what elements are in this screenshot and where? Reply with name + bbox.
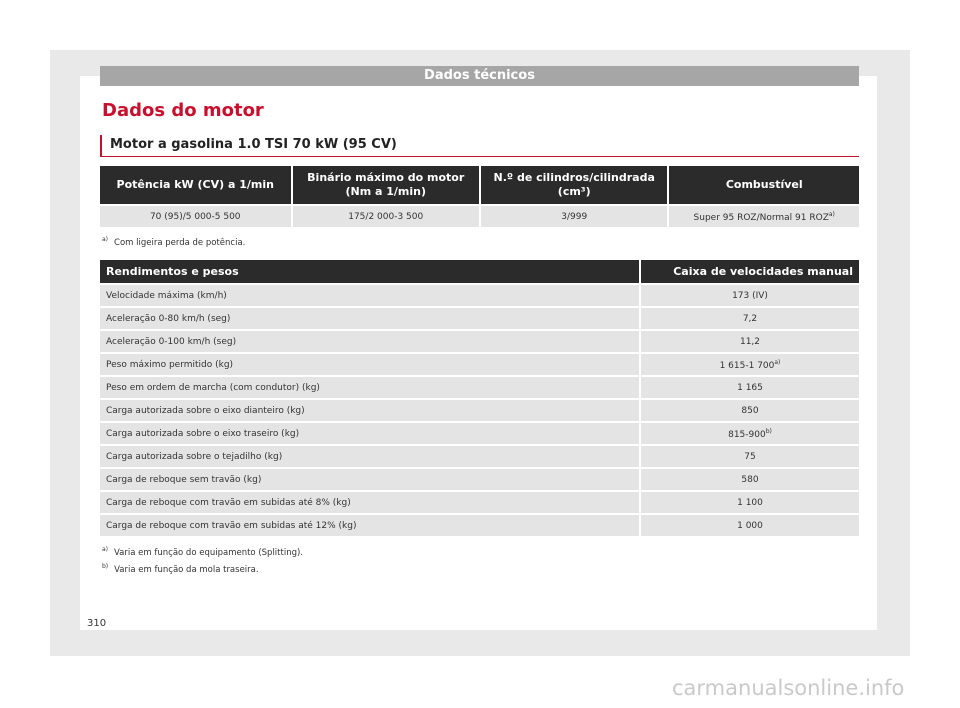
performance-table [98, 258, 861, 538]
row-value-text: 1 165 [737, 382, 763, 393]
table-row [100, 515, 859, 536]
performance-footnote-b [102, 563, 259, 575]
row-label: Carga autorizada sobre o tejadilho (kg) [100, 446, 639, 467]
row-value [641, 469, 859, 490]
table-row [100, 446, 859, 467]
footnote-ref: b) [765, 427, 772, 435]
row-label: Carga de reboque com travão em subidas até 8% (kg) [100, 492, 639, 513]
table-row [100, 469, 859, 490]
row-value-text: 75 [744, 451, 756, 462]
row-label: Aceleração 0-100 km/h (seg) [100, 331, 639, 352]
row-value-text: 1 000 [737, 520, 763, 531]
watermark: carmanualsonline.info [672, 676, 905, 700]
section-header: Dados técnicos [100, 66, 859, 86]
row-label: Velocidade máxima (km/h) [100, 285, 639, 306]
row-value [641, 377, 859, 398]
engine-table [98, 164, 861, 229]
table-row [100, 308, 859, 329]
cell-cylinders: 3/999 [481, 206, 667, 227]
row-label: Carga autorizada sobre o eixo dianteiro (kg) [100, 400, 639, 421]
page-title: Dados do motor [102, 100, 264, 121]
footnote-text: Varia em função do equipamento (Splitting). [114, 547, 303, 558]
table-row [100, 423, 859, 444]
row-value [641, 492, 859, 513]
col-header-fuel: Combustível [669, 166, 859, 204]
col-header-gearbox: Caixa de velocidades manual [641, 260, 859, 283]
row-value [641, 515, 859, 536]
subtitle-box [100, 135, 859, 157]
cell-fuel-value: Super 95 ROZ/Normal 91 ROZ [693, 212, 829, 223]
footnote-mark: b) [102, 563, 109, 570]
footnote-mark: a) [102, 236, 109, 243]
row-label: Carga autorizada sobre o eixo traseiro (kg) [100, 423, 639, 444]
cell-torque: 175/2 000-3 500 [293, 206, 479, 227]
engine-subtitle: Motor a gasolina 1.0 TSI 70 kW (95 CV) [110, 137, 397, 152]
row-label: Aceleração 0-80 km/h (seg) [100, 308, 639, 329]
performance-table-header [100, 260, 859, 283]
row-value [641, 285, 859, 306]
cell-fuel [669, 206, 859, 227]
table-row [100, 400, 859, 421]
engine-footnote [102, 236, 245, 248]
row-label: Carga de reboque sem travão (kg) [100, 469, 639, 490]
row-value-text: 815-900 [728, 429, 766, 440]
table-row [100, 492, 859, 513]
footnote-mark: a) [102, 546, 109, 553]
table-row [100, 331, 859, 352]
row-value [641, 400, 859, 421]
table-row [100, 285, 859, 306]
row-label: Carga de reboque com travão em subidas até 12% (kg) [100, 515, 639, 536]
col-header-power: Potência kW (CV) a 1/min [100, 166, 291, 204]
row-value [641, 331, 859, 352]
col-header-cylinders: N.º de cilindros/cilindrada (cm³) [481, 166, 667, 204]
row-value-text: 580 [741, 474, 759, 485]
cell-power: 70 (95)/5 000-5 500 [100, 206, 291, 227]
row-value-text: 850 [741, 405, 759, 416]
row-value-text: 7,2 [742, 313, 758, 324]
row-value [641, 446, 859, 467]
row-value [641, 423, 859, 444]
footnote-ref: a) [828, 210, 835, 218]
col-header-torque: Binário máximo do motor (Nm a 1/min) [293, 166, 479, 204]
row-value-text: 1 100 [737, 497, 763, 508]
engine-table-header [100, 166, 859, 204]
row-value [641, 354, 859, 375]
footnote-text: Varia em função da mola traseira. [114, 564, 259, 575]
row-value-text: 11,2 [739, 336, 761, 347]
row-label: Peso em ordem de marcha (com condutor) (kg) [100, 377, 639, 398]
col-header-performance: Rendimentos e pesos [100, 260, 639, 283]
footnote-ref: a) [774, 358, 781, 366]
row-label: Peso máximo permitido (kg) [100, 354, 639, 375]
footnote-text: Com ligeira perda de potência. [114, 237, 246, 248]
performance-footnote-a [102, 546, 303, 558]
page-number: 310 [87, 618, 107, 629]
table-row [100, 206, 859, 227]
table-row [100, 354, 859, 375]
row-value [641, 308, 859, 329]
row-value-text: 173 (IV) [732, 290, 768, 301]
table-row [100, 377, 859, 398]
row-value-text: 1 615-1 700 [719, 360, 775, 371]
